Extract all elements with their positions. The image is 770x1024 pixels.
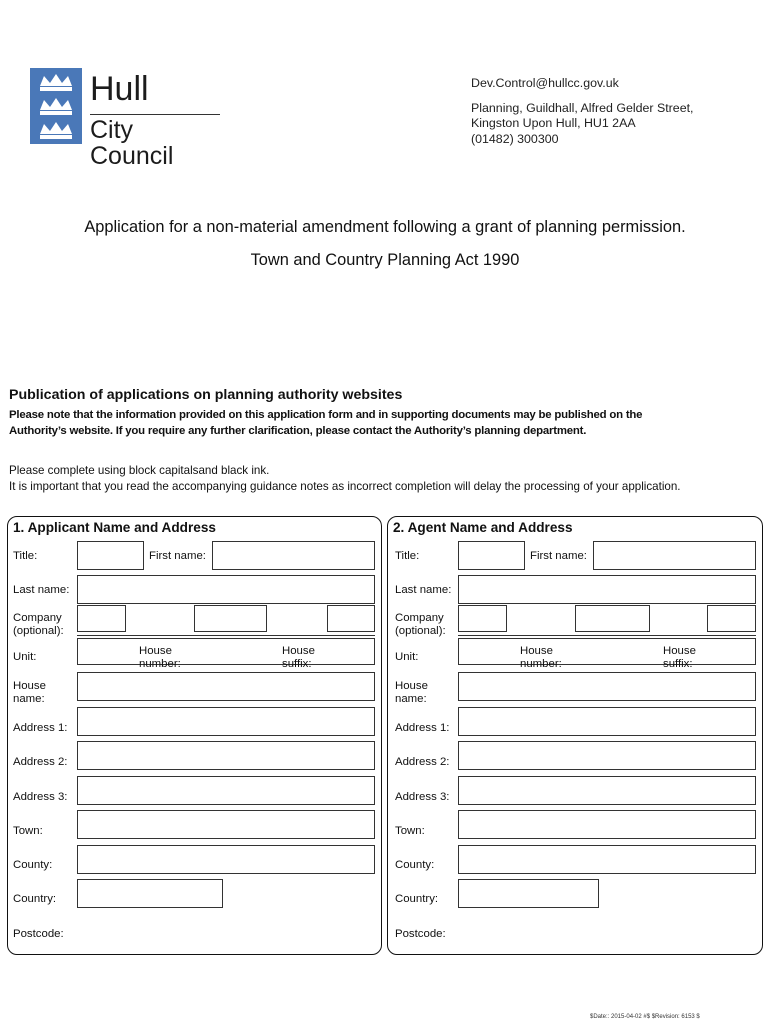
applicant-house-suffix-label <box>282 645 315 670</box>
instructions-line1: Please complete using block capitalsand black ink. <box>9 464 270 477</box>
applicant-house-name-line2: name: <box>13 692 45 705</box>
agent-house-number-line1: House <box>520 645 553 657</box>
applicant-town-label: Town: <box>13 825 43 837</box>
applicant-company-rule <box>77 603 375 604</box>
agent-house-name-input[interactable] <box>458 672 756 701</box>
agent-company-rule <box>458 603 756 604</box>
agent-company-input[interactable] <box>458 605 507 632</box>
applicant-town-input[interactable] <box>77 810 375 839</box>
agent-country-label: Country: <box>395 893 439 905</box>
contact-address-line1: Planning, Guildhall, Alfred Gelder Street, <box>471 100 694 115</box>
agent-company-rule-2 <box>458 635 756 636</box>
applicant-house-name-label <box>13 680 46 705</box>
agent-address3-label: Address 3: <box>395 791 450 803</box>
applicant-house-suffix-line1: House <box>282 645 315 657</box>
applicant-address3-input[interactable] <box>77 776 375 805</box>
applicant-company-input-3[interactable] <box>327 605 375 632</box>
applicant-address1-label: Address 1: <box>13 722 68 734</box>
agent-company-label-line2: (optional): <box>395 624 446 637</box>
agent-company-input-2[interactable] <box>575 605 650 632</box>
agent-house-suffix-line1: House <box>663 645 696 657</box>
agent-address1-label: Address 1: <box>395 722 450 734</box>
applicant-company-label <box>13 612 64 637</box>
agent-county-label: County: <box>395 859 435 871</box>
applicant-house-number-line1: House <box>139 645 172 657</box>
logo-name-line1: Hull <box>90 70 149 108</box>
agent-postcode-label: Postcode: <box>395 928 446 940</box>
applicant-country-label: Country: <box>13 893 57 905</box>
agent-house-name-line1: House <box>395 680 428 692</box>
applicant-company-rule-2 <box>77 635 375 636</box>
agent-house-suffix-label <box>663 645 696 670</box>
contact-email[interactable]: Dev.Control@hullcc.gov.uk <box>471 76 619 90</box>
contact-phone: (01482) 300300 <box>471 131 559 146</box>
applicant-heading: 1. Applicant Name and Address <box>13 520 216 535</box>
applicant-house-number-line2: number: <box>139 657 181 670</box>
agent-house-number-label <box>520 645 562 670</box>
applicant-postcode-label: Postcode: <box>13 928 64 940</box>
revision-footer: $Date:: 2015-04-02 #$ $Revision: 6153 $ <box>590 1014 700 1020</box>
applicant-title-label: Title: <box>13 550 38 562</box>
applicant-address2-label: Address 2: <box>13 756 68 768</box>
agent-title-label: Title: <box>395 550 420 562</box>
agent-company-label <box>395 612 446 637</box>
agent-house-name-line2: name: <box>395 692 427 705</box>
applicant-last-name-label: Last name: <box>13 584 70 596</box>
contact-block <box>471 76 693 147</box>
applicant-company-input[interactable] <box>77 605 126 632</box>
agent-town-label: Town: <box>395 825 425 837</box>
applicant-first-name-label: First name: <box>149 550 206 562</box>
agent-unit-input[interactable] <box>458 638 756 665</box>
agent-title-input[interactable] <box>458 541 525 570</box>
agent-company-label-line1: Company <box>395 612 444 624</box>
agent-first-name-label: First name: <box>530 550 587 562</box>
agent-address2-input[interactable] <box>458 741 756 770</box>
applicant-address1-input[interactable] <box>77 707 375 736</box>
contact-address-line2: Kingston Upon Hull, HU1 2AA <box>471 116 636 130</box>
instructions <box>9 463 681 494</box>
publication-heading: Publication of applications on planning authority websites <box>9 387 403 403</box>
publication-note-line2: Authority’s website. If you require any further clarification, please contact the Authority’s planning department. <box>9 425 587 437</box>
publication-note <box>9 407 729 439</box>
applicant-country-input[interactable] <box>77 879 223 908</box>
applicant-house-name-line1: House <box>13 680 46 692</box>
applicant-first-name-input[interactable] <box>212 541 375 570</box>
agent-address1-input[interactable] <box>458 707 756 736</box>
crown-crest-icon <box>30 68 82 144</box>
applicant-unit-label: Unit: <box>13 651 37 663</box>
agent-county-input[interactable] <box>458 845 756 874</box>
logo-divider <box>90 114 220 115</box>
applicant-company-label-line1: Company <box>13 612 62 624</box>
agent-company-input-3[interactable] <box>707 605 756 632</box>
agent-town-input[interactable] <box>458 810 756 839</box>
agent-house-number-line2: number: <box>520 657 562 670</box>
applicant-address3-label: Address 3: <box>13 791 68 803</box>
applicant-company-input-2[interactable] <box>194 605 267 632</box>
applicant-county-label: County: <box>13 859 53 871</box>
agent-address2-label: Address 2: <box>395 756 450 768</box>
form-title: Application for a non-material amendment following a grant of planning permission. <box>84 218 686 236</box>
applicant-house-name-input[interactable] <box>77 672 375 701</box>
applicant-last-name-input[interactable] <box>77 575 375 604</box>
applicant-house-number-label <box>139 645 181 670</box>
agent-last-name-label: Last name: <box>395 584 452 596</box>
agent-house-suffix-line2: suffix: <box>663 657 693 670</box>
applicant-section <box>7 516 382 955</box>
agent-house-name-label <box>395 680 428 705</box>
logo-name-line2: City Council <box>90 116 174 170</box>
publication-note-line1: Please note that the information provided on this application form and in supporting documents may be published on the <box>9 409 643 421</box>
hull-city-council-logo <box>30 68 222 170</box>
applicant-county-input[interactable] <box>77 845 375 874</box>
agent-last-name-input[interactable] <box>458 575 756 604</box>
applicant-company-label-line2: (optional): <box>13 624 64 637</box>
agent-heading: 2. Agent Name and Address <box>393 520 573 535</box>
agent-country-input[interactable] <box>458 879 599 908</box>
applicant-title-input[interactable] <box>77 541 144 570</box>
instructions-line2: It is important that you read the accompanying guidance notes as incorrect completion will delay the processing of your application. <box>9 479 681 493</box>
agent-section <box>387 516 763 955</box>
form-subtitle: Town and Country Planning Act 1990 <box>250 251 520 269</box>
applicant-address2-input[interactable] <box>77 741 375 770</box>
applicant-house-suffix-line2: suffix: <box>282 657 312 670</box>
agent-first-name-input[interactable] <box>593 541 756 570</box>
agent-unit-label: Unit: <box>395 651 419 663</box>
agent-address3-input[interactable] <box>458 776 756 805</box>
applicant-unit-input[interactable] <box>77 638 375 665</box>
